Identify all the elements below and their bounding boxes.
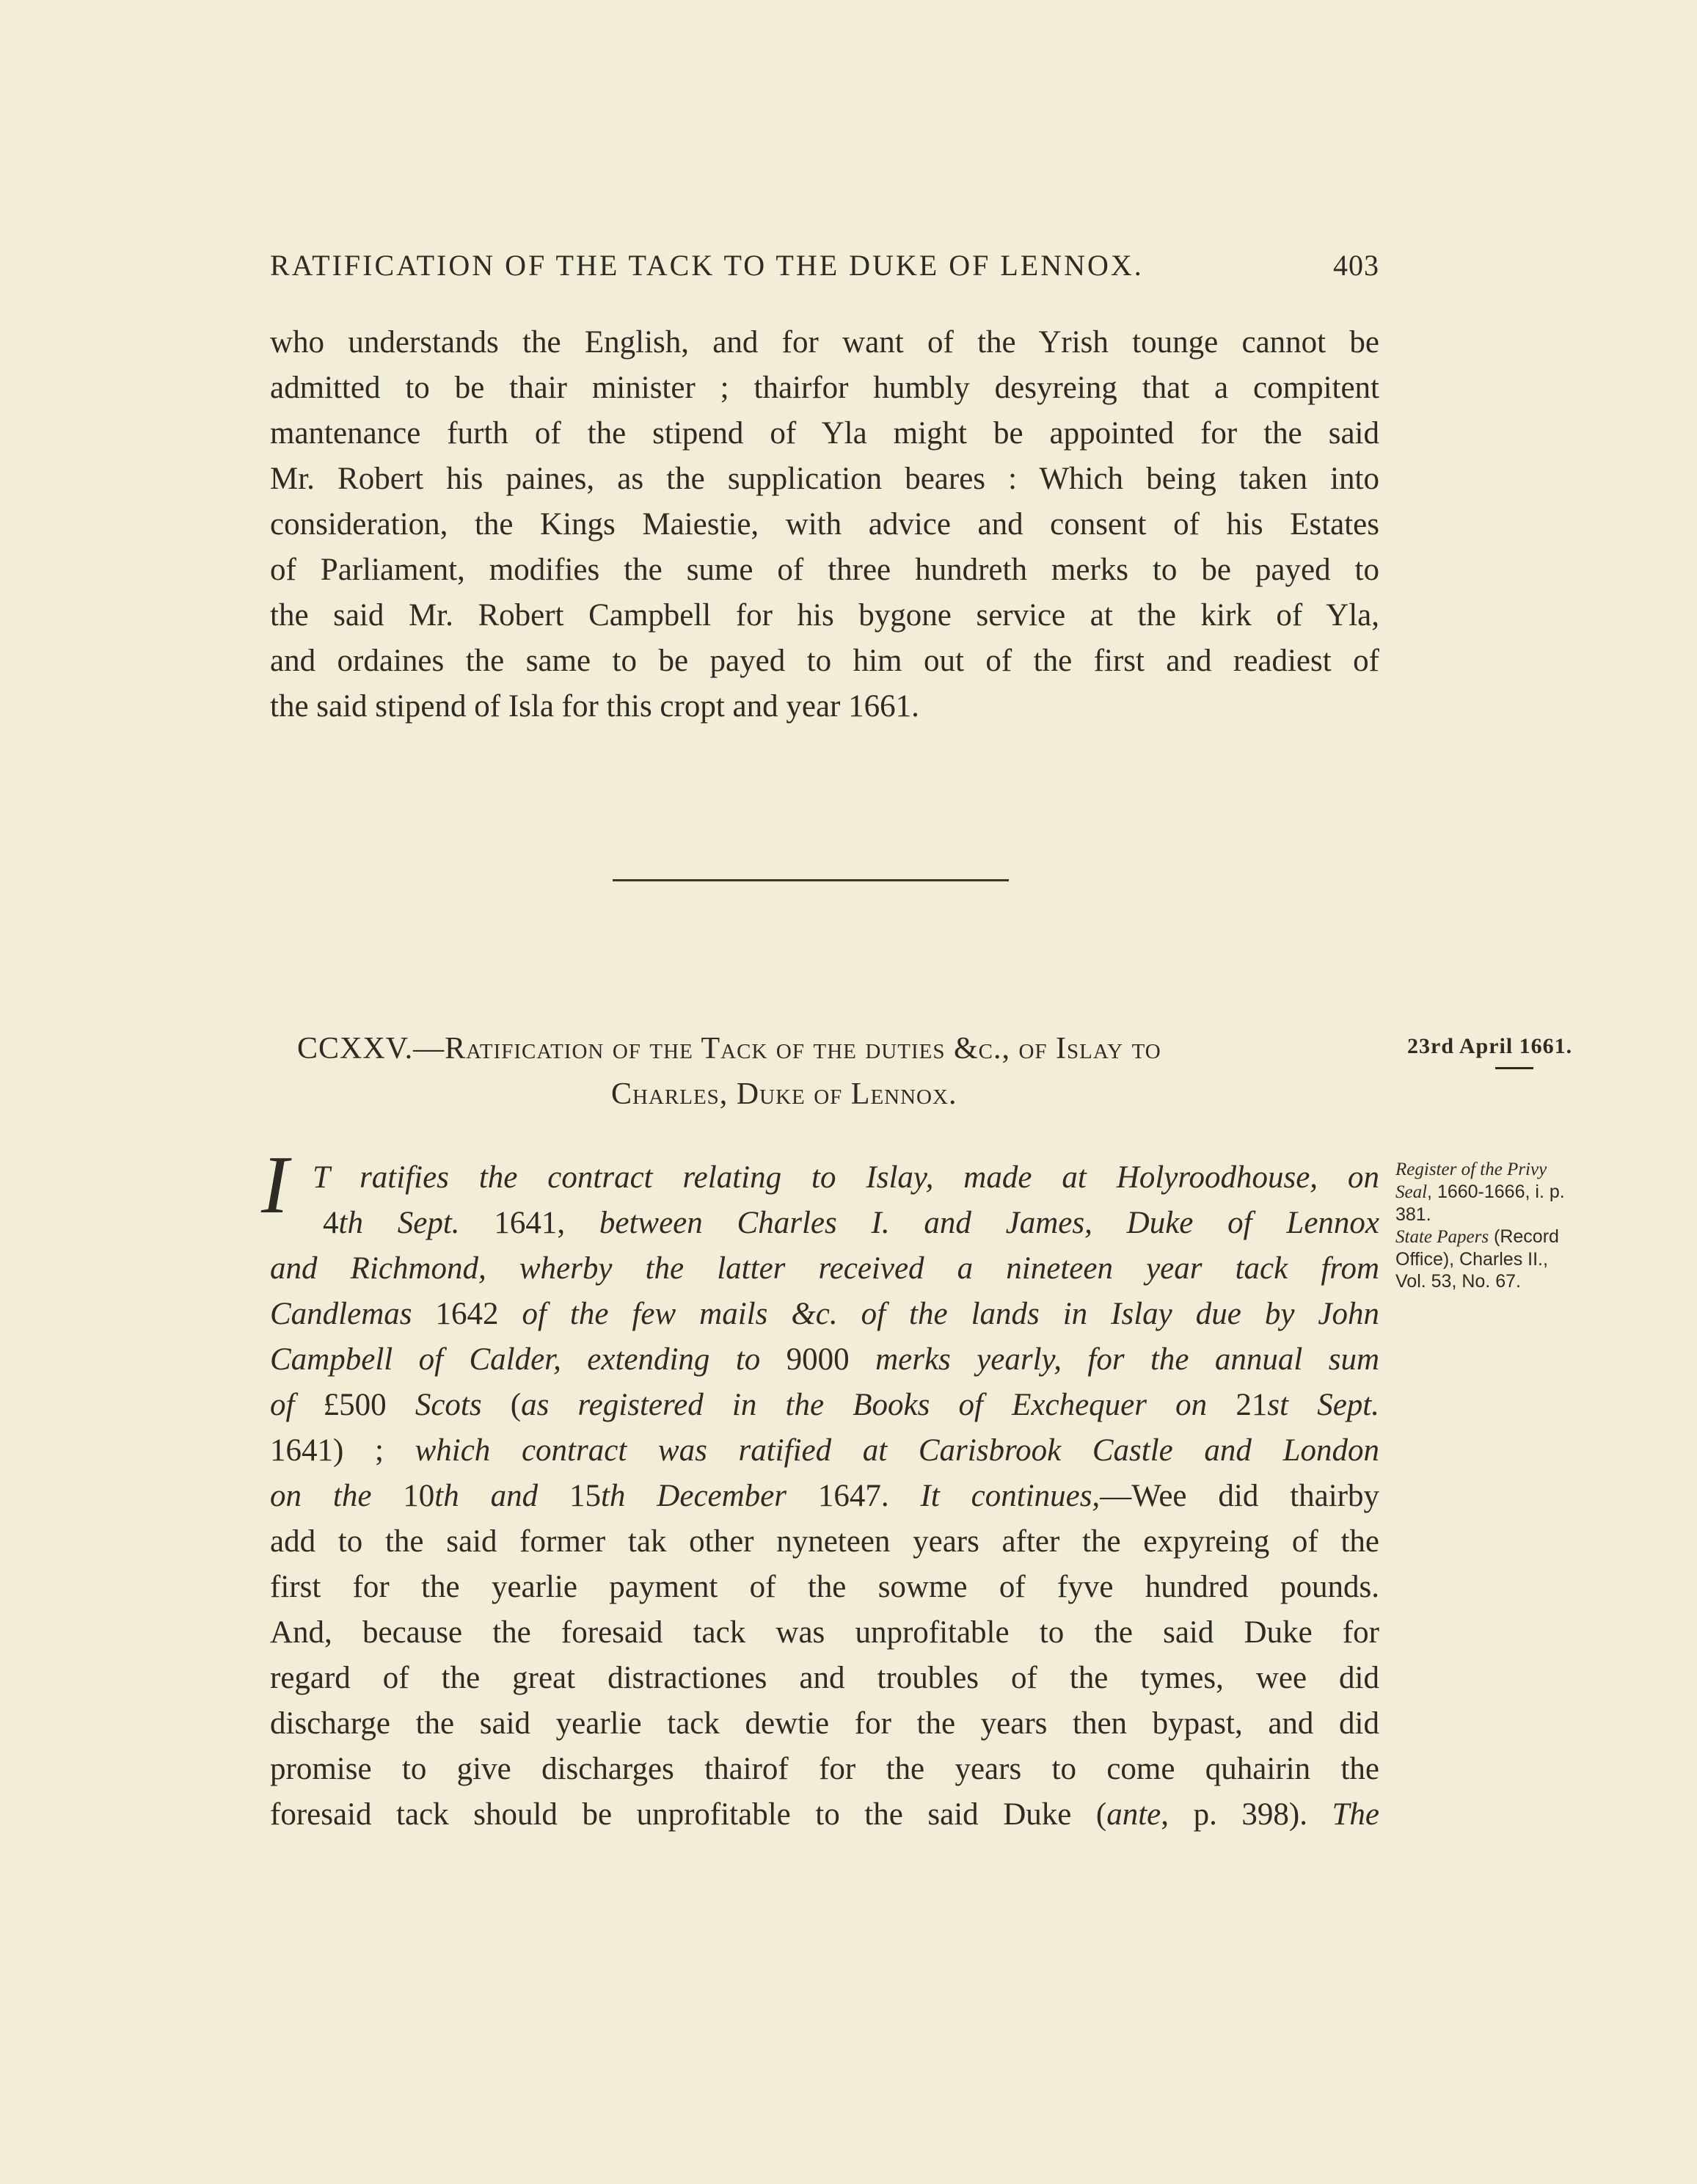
italic-text: st Sept.: [1267, 1388, 1380, 1422]
margin-note-text: , 1660-1666, i. p.: [1427, 1182, 1565, 1202]
heading-line-2: Charles, Duke of Lennox.: [611, 1077, 957, 1111]
text-line: [270, 1292, 1379, 1337]
text-line: Mr. Robert his paines, as the supplication beares : Which being taken into: [270, 462, 1379, 496]
text-run: 1641) ;: [270, 1433, 415, 1468]
text-line: of Parliament, modifies the sume of three hundreth merks to be payed to: [270, 553, 1379, 587]
italic-text: th Sept.: [338, 1206, 460, 1240]
italic-text: of the few mails &c. of the lands in Islay due by John: [522, 1297, 1379, 1331]
margin-note: [1395, 1158, 1616, 1292]
italic-text: Campbell of Calder, extending to: [270, 1342, 761, 1377]
text-line: the said Mr. Robert Campbell for his bygone service at the kirk of Yla,: [270, 598, 1379, 633]
margin-note-line: [1395, 1181, 1616, 1204]
italic-text: It continues,: [920, 1479, 1101, 1513]
text-line: admitted to be thair minister ; thairfor humbly desyreing that a compitent: [270, 371, 1379, 405]
margin-note-line: [1395, 1226, 1616, 1248]
margin-note-line: Vol. 53, No. 67.: [1395, 1271, 1521, 1292]
text-line: discharge the said yearlie tack dewtie for the years then bypast, and did: [270, 1706, 1379, 1741]
text-line: mantenance furth of the stipend of Yla might be appointed for the said: [270, 416, 1379, 451]
running-head-title: RATIFICATION OF THE TACK TO THE DUKE OF LENNOX.: [270, 249, 1144, 282]
margin-note-italic: Seal: [1395, 1182, 1428, 1202]
italic-text: ante: [1106, 1797, 1161, 1832]
text-line: consideration, the Kings Maiestie, with advice and consent of his Estates: [270, 507, 1379, 542]
italic-text: th December: [600, 1479, 787, 1513]
italic-text: of: [270, 1388, 295, 1422]
italic-text: merks yearly, for the annual sum: [875, 1342, 1380, 1377]
paragraph-continued: [270, 320, 1379, 729]
running-head: [270, 248, 1379, 289]
text-line: first for the yearlie payment of the sowme of fyve hundred pounds.: [270, 1570, 1379, 1604]
page-number: 403: [1333, 249, 1379, 282]
text-run: 1641,: [459, 1206, 599, 1240]
text-run: 15: [538, 1479, 601, 1513]
text-line: [270, 1155, 1379, 1201]
text-line: And, because the foresaid tack was unprofitable to the said Duke for: [270, 1615, 1379, 1650]
heading-numeral: CCXXV.—: [297, 1032, 445, 1066]
text-run: 10: [371, 1479, 435, 1513]
text-line: regard of the great distractiones and troubles of the tymes, wee did: [270, 1661, 1379, 1695]
text-run: 1642: [412, 1297, 522, 1331]
text-line: and ordaines the same to be payed to him out of the first and readiest of: [270, 644, 1379, 678]
italic-text: T ratifies the contract relating to Islay, made at Holyroodhouse, on: [313, 1160, 1379, 1195]
margin-note-line: Office), Charles II.,: [1395, 1249, 1548, 1270]
italic-text: on the: [270, 1479, 372, 1513]
italic-text: th and: [434, 1479, 539, 1513]
italic-text: and Richmond, wherby the latter received a nineteen year tack from: [270, 1251, 1379, 1286]
text-run: 21: [1207, 1388, 1268, 1422]
heading-line-1: [297, 1026, 1361, 1071]
date-note: 23rd April 1661.: [1407, 1034, 1573, 1058]
date-underline: [1495, 1067, 1533, 1069]
italic-text: The: [1332, 1797, 1379, 1832]
margin-note-line: 381.: [1395, 1204, 1431, 1225]
text-line: [270, 1201, 1379, 1246]
text-line: [270, 1246, 1379, 1292]
italic-text: Scots: [415, 1388, 482, 1422]
text-line: [270, 1792, 1379, 1838]
margin-note-text: (Record: [1489, 1226, 1559, 1247]
text-line: [270, 1337, 1379, 1383]
text-line: who understands the English, and for want of the Yrish tounge cannot be: [270, 325, 1379, 360]
margin-note-italic: Register of the Privy: [1395, 1160, 1547, 1179]
italic-text: which contract was ratified at Carisbrook Castle and London: [415, 1433, 1379, 1468]
margin-note-line: [1395, 1158, 1616, 1181]
text-run: 9000: [760, 1342, 876, 1377]
text-run: —Wee did thairby: [1100, 1479, 1379, 1513]
text-line: [270, 1428, 1379, 1474]
text-run: foresaid tack should be unprofitable to the said Duke (: [270, 1797, 1107, 1832]
text-run: , p. 398).: [1161, 1797, 1332, 1832]
italic-text: between Charles I. and James, Duke of Lennox: [599, 1206, 1380, 1240]
paragraph-ratification: [270, 1155, 1379, 1838]
text-run: 1647.: [787, 1479, 921, 1513]
text-run: (: [481, 1388, 522, 1422]
drop-cap: I: [261, 1140, 289, 1231]
margin-note-italic: State Papers: [1395, 1227, 1489, 1247]
text-run: 4: [323, 1206, 339, 1240]
section-heading: [297, 1026, 1361, 1117]
text-line: promise to give discharges thairof for the years to come quhairin the: [270, 1752, 1379, 1786]
section-divider: [613, 879, 1009, 881]
text-line: [270, 1383, 1379, 1428]
text-line: the said stipend of Isla for this cropt and year 1661.: [270, 689, 919, 724]
text-line: [270, 1474, 1379, 1519]
text-line: add to the said former tak other nyneteen years after the expyreing of the: [270, 1524, 1379, 1559]
italic-text: as registered in the Books of Exchequer on: [521, 1388, 1208, 1422]
text-run: £500: [294, 1388, 415, 1422]
italic-text: Candlemas: [270, 1297, 412, 1331]
heading-title-1: Ratification of the Tack of the duties &c., of Islay to: [445, 1032, 1161, 1066]
